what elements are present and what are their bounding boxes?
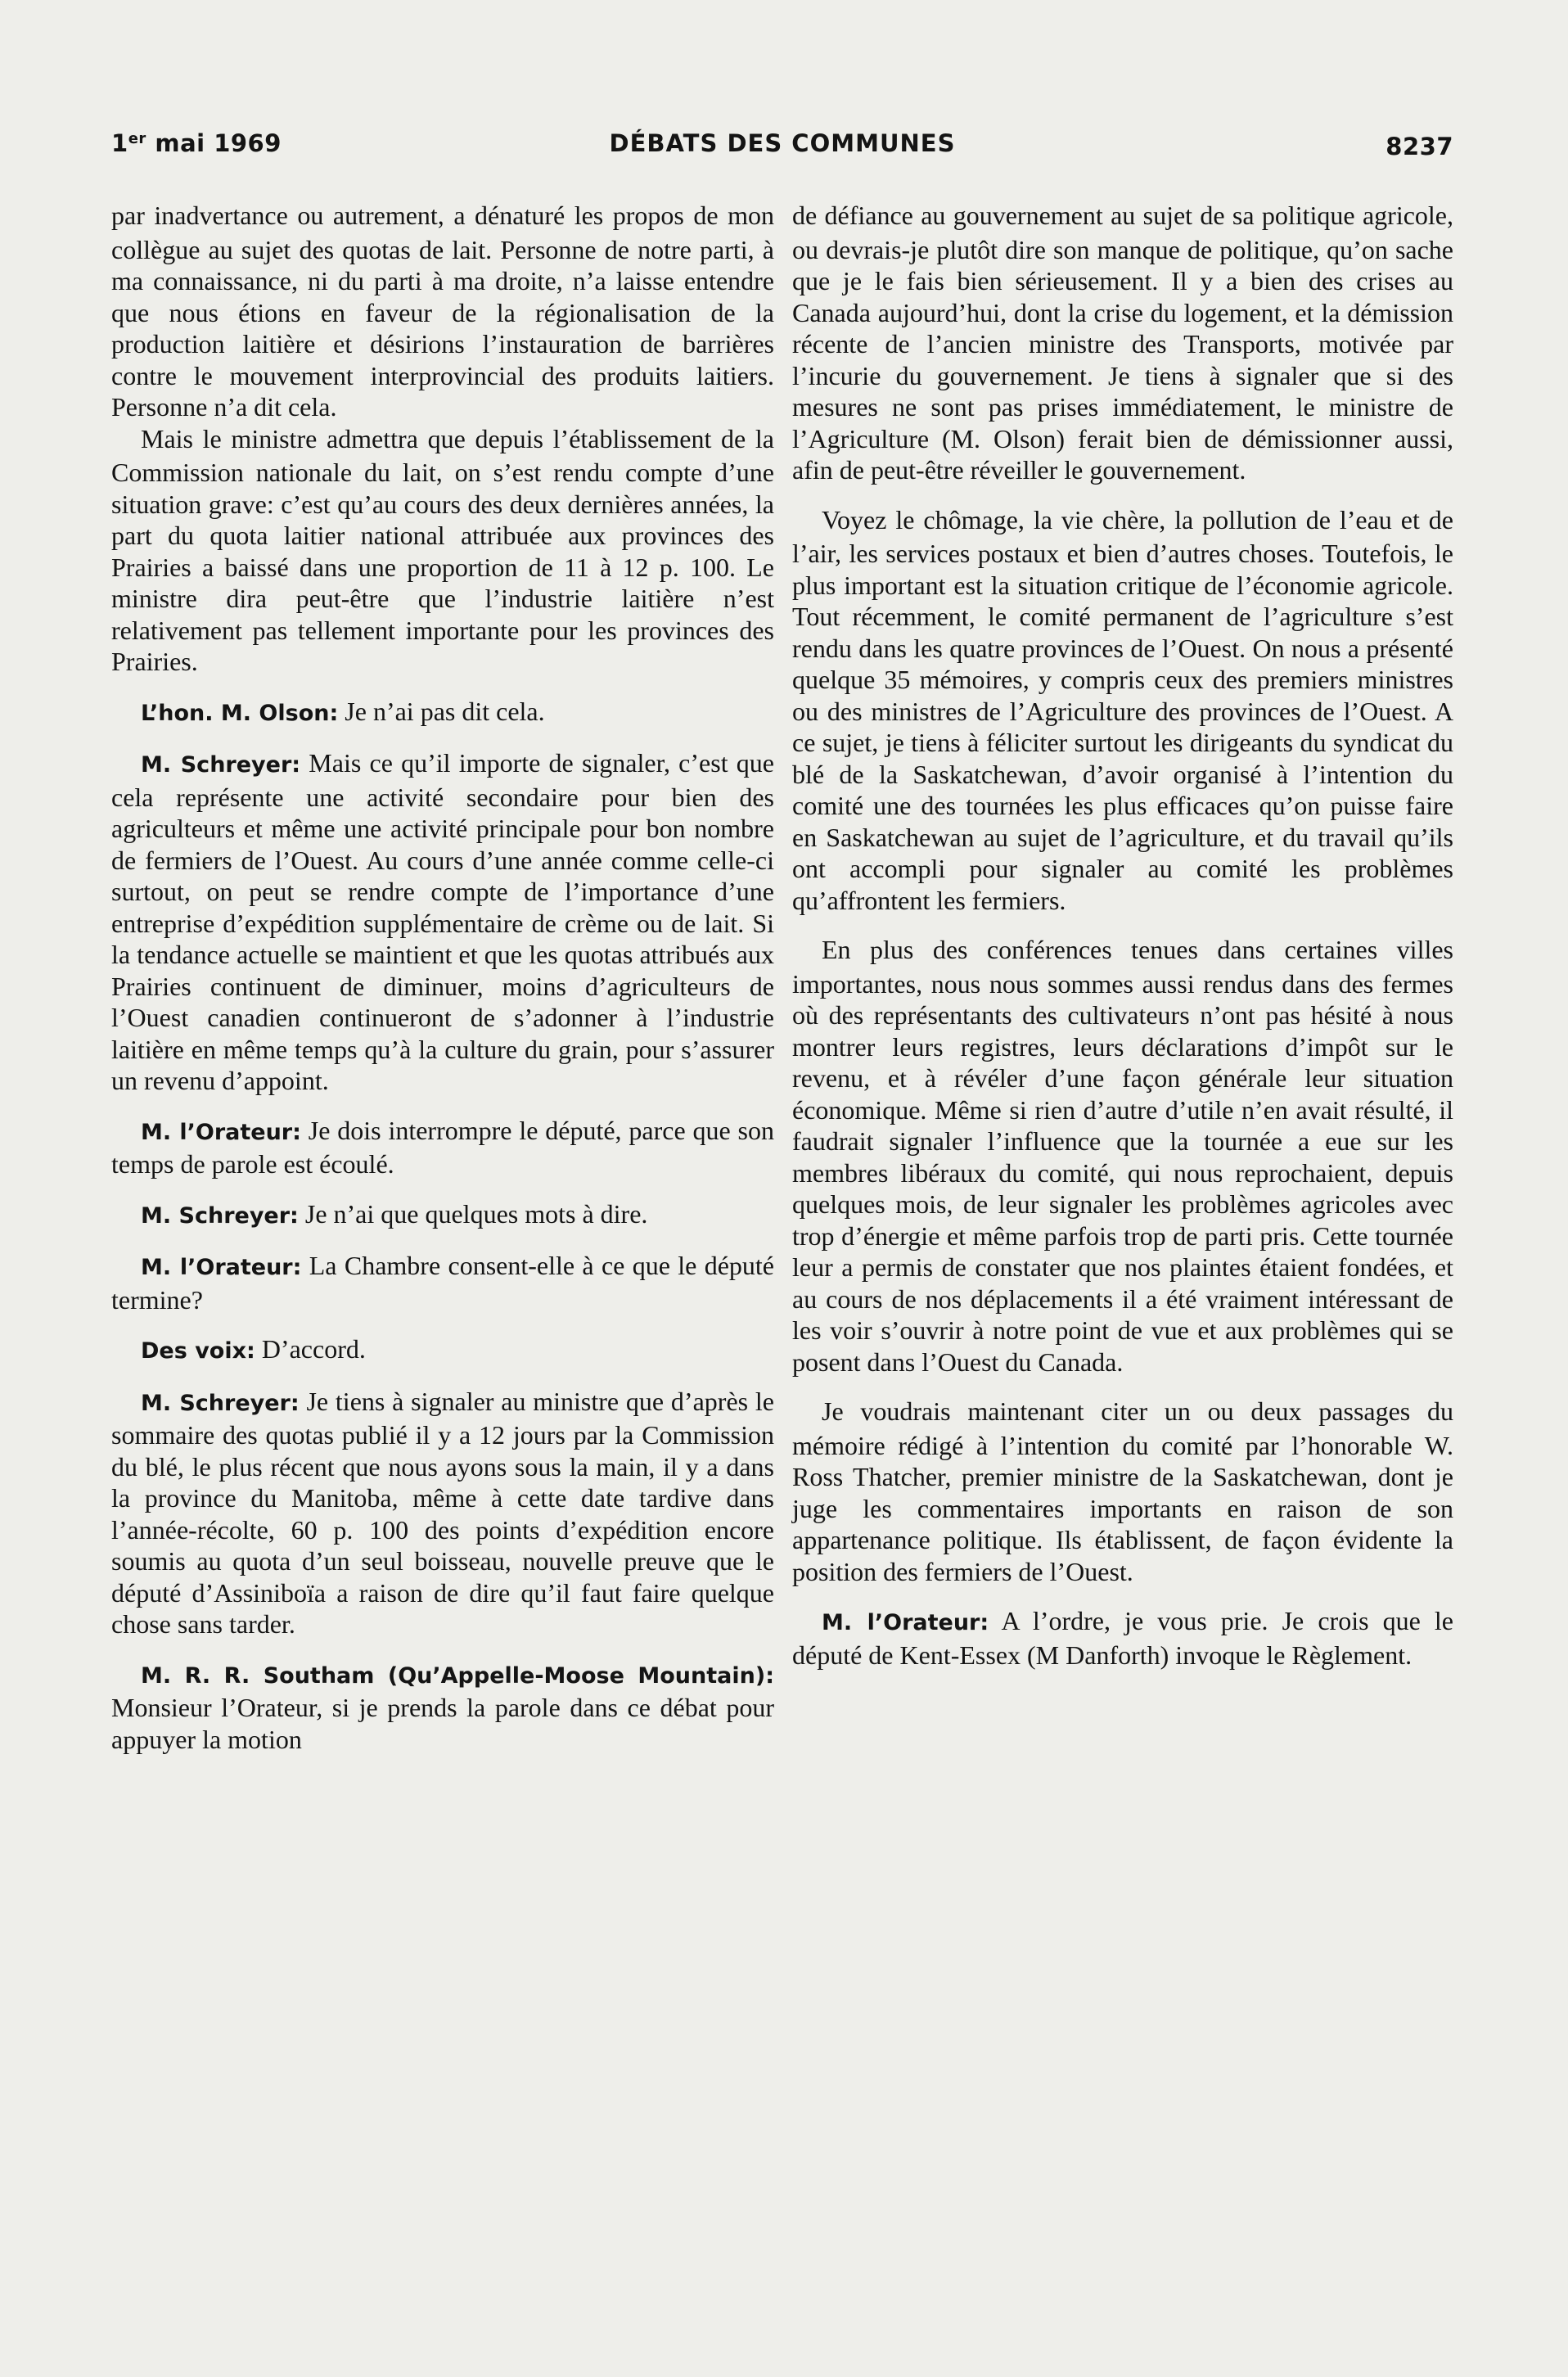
paragraph — [111, 1333, 774, 1368]
paragraph — [111, 200, 774, 423]
paragraph — [792, 200, 1453, 486]
paragraph-text: Je dois interrompre le député, parce que son temps de parole est écoulé. — [111, 1115, 775, 1179]
speaker-label: Des voix: — [141, 1338, 255, 1364]
page-header — [111, 129, 1453, 170]
paragraph-text: Voyez le chômage, la vie chère, la pollution de l’eau et de l’air, les services postaux et bien d’autres choses. Toutefois, le plus important est la situation critique de l’économie agricole. Tout récemment, le comité permanent de l’agriculture s’est rendu dans les quatre provinces de l’Ouest. On nous a présenté quelque 35 mémoires, y compris ceux des premiers ministres ou des ministres de l’Agriculture des provinces de l’Ouest. A ce sujet, je tiens à féliciter surtout les dirigeants du syndicat du blé de la Saskatchewan, d’avoir organisé à l’intention du comité une des tournées les plus efficaces qu’on puisse faire en Saskatchewan au sujet de l’agriculture, et du travail qu’ils ont accompli pour signaler au comité les problèmes qu’affrontent les fermiers. — [792, 504, 1453, 915]
page-number: 8237 — [1386, 133, 1453, 160]
paragraph — [792, 934, 1453, 1378]
paragraph — [111, 1250, 774, 1315]
paragraph — [792, 1396, 1453, 1587]
paragraph-text: par inadvertance ou autrement, a dénaturé les propos de mon collègue au sujet des quotas de lait. Personne de notre parti, à ma connaissance, ni du parti à ma droite, n’a laisse entendre que nous étions en faveur de la régionalisation de la production laitière et désirions l’instauration de barrières contre le mouvement interprovincial des produits laitiers. Personne n’a dit cela. — [111, 201, 774, 422]
paragraph-text: Je tiens à signaler au ministre que d’après le sommaire des quotas publié il y a 12 jours par la Commission du blé, le plus récent que nous ayons sous la main, il y a dans la province du Manitoba, même à cette date tardive dans l’année-récolte, 60 p. 100 des points d’expédition encore soumis au quota d’un seul boisseau, nouvelle preuve que le député d’Assiniboïa a raison de dire qu’il faut faire quelque chose sans tarder. — [111, 1386, 774, 1639]
paragraph — [111, 1386, 774, 1640]
paragraph — [792, 1605, 1453, 1671]
paragraph-text: de défiance au gouvernement au sujet de sa politique agricole, ou devrais-je plutôt dire son manque de politique, qu’on sache que je le fais bien sérieusement. Il y a bien des crises au Canada aujourd’hui, dont la crise du logement, et la démission récente de l’ancien ministre des Transports, motivée par l’incurie du gouvernement. Je tiens à signaler que si des mesures ne sont pas prises immédiatement, le ministre de l’Agriculture (M. Olson) ferait bien de démissionner aussi, afin de peut-être réveiller le gouvernement. — [792, 201, 1453, 485]
speaker-label: M. Schreyer: — [141, 1390, 300, 1416]
paragraph-text: Je voudrais maintenant citer un ou deux passages du mémoire rédigé à l’intention du comité par l’honorable W. Ross Thatcher, premier ministre de la Saskatchewan, dont je juge les commentaires importants en raison de son appartenance politique. Ils établissent, de façon évidente la position des fermiers de l’Ouest. — [792, 1396, 1453, 1586]
paragraph-text: Mais le ministre admettra que depuis l’établissement de la Commission nationale du lait, on s’est rendu compte d’une situation grave: c’est qu’au cours des deux dernières années, la part du quota laitier national attribuée aux provinces des Prairies a baissé dans une proportion de 11 à 12 p. 100. Le ministre dira peut-être que l’industrie laitière n’est relativement pas tellement importante pour les provinces des Prairies. — [111, 423, 774, 676]
paragraph — [111, 423, 774, 678]
header-title: DÉBATS DES COMMUNES — [609, 129, 956, 157]
speaker-label: M. Schreyer: — [141, 752, 301, 778]
paragraph-text: La Chambre consent-elle à ce que le député termine? — [111, 1251, 775, 1315]
speaker-label: M. l’Orateur: — [141, 1255, 302, 1280]
paragraph — [111, 1658, 774, 1756]
paragraph — [111, 696, 774, 730]
speaker-label: L’hon. M. Olson: — [141, 700, 339, 726]
paragraph-text: Je n’ai que quelques mots à dire. — [298, 1198, 648, 1229]
paragraph-text: Monsieur l’Orateur, si je prends la parole dans ce débat pour appuyer la motion — [111, 1693, 774, 1754]
paragraph-text: Mais ce qu’il importe de signaler, c’est que cela représente une activité secondaire pour bien des agriculteurs et même une activité principale pour bon nombre de fermiers de l’Ouest. Au cours d’une année comme celle-ci surtout, on peut se rendre compte de l’importance d’une entreprise d’expédition supplémentaire de crème ou de lait. Si la tendance actuelle se maintient et que les quotas attribués aux Prairies continuent de diminuer, moins d’agriculteurs de l’Ouest canadien continueront de s’adonner à l’industrie laitière en même temps qu’à la culture du grain, pour s’assurer un revenu d’appoint. — [111, 748, 775, 1095]
right-column — [792, 200, 1453, 1671]
paragraph-text: A l’ordre, je vous prie. Je crois que le député de Kent-Essex (M Danforth) invoque le Règlement. — [792, 1606, 1454, 1670]
left-column — [111, 200, 774, 1755]
paragraph-text: En plus des conférences tenues dans certaines villes importantes, nous nous sommes aussi rendus dans des fermes où des représentants des cultivateurs n’ont pas hésité à nous montrer leurs registres, leurs déclarations d’impôt sur le revenu, et à révéler d’une façon générale leur situation économique. Même si rien d’autre d’utile n’en avait résulté, il faudrait signaler l’influence que la tournée a eue sur les membres libéraux du comité, qui nous reprochaient, depuis quelques mois, de leur signaler les problèmes agricoles avec trop d’énergie et même parfois trop de parti pris. Cette tournée leur a permis de constater que nos plaintes étaient fondées, et au cours de nos déplacements il a été vraiment intéressant de les voir s’ouvrir à notre point de vue et aux problèmes qui se posent dans l’Ouest du Canada. — [792, 935, 1453, 1377]
header-date: 1er mai 1969 — [111, 129, 282, 157]
speaker-label: M. l’Orateur: — [822, 1610, 989, 1635]
speaker-label: M. l’Orateur: — [141, 1119, 301, 1145]
paragraph — [111, 747, 774, 1097]
speaker-label: M. R. R. Southam (Qu’Appelle-Moose Mountain): — [141, 1662, 774, 1689]
paragraph — [111, 1115, 774, 1180]
paragraph — [792, 504, 1453, 917]
paragraph-text: D’accord. — [255, 1334, 366, 1364]
paragraph — [111, 1198, 774, 1233]
paragraph-text: Je n’ai pas dit cela. — [338, 696, 545, 726]
speaker-label: M. Schreyer: — [141, 1202, 299, 1229]
